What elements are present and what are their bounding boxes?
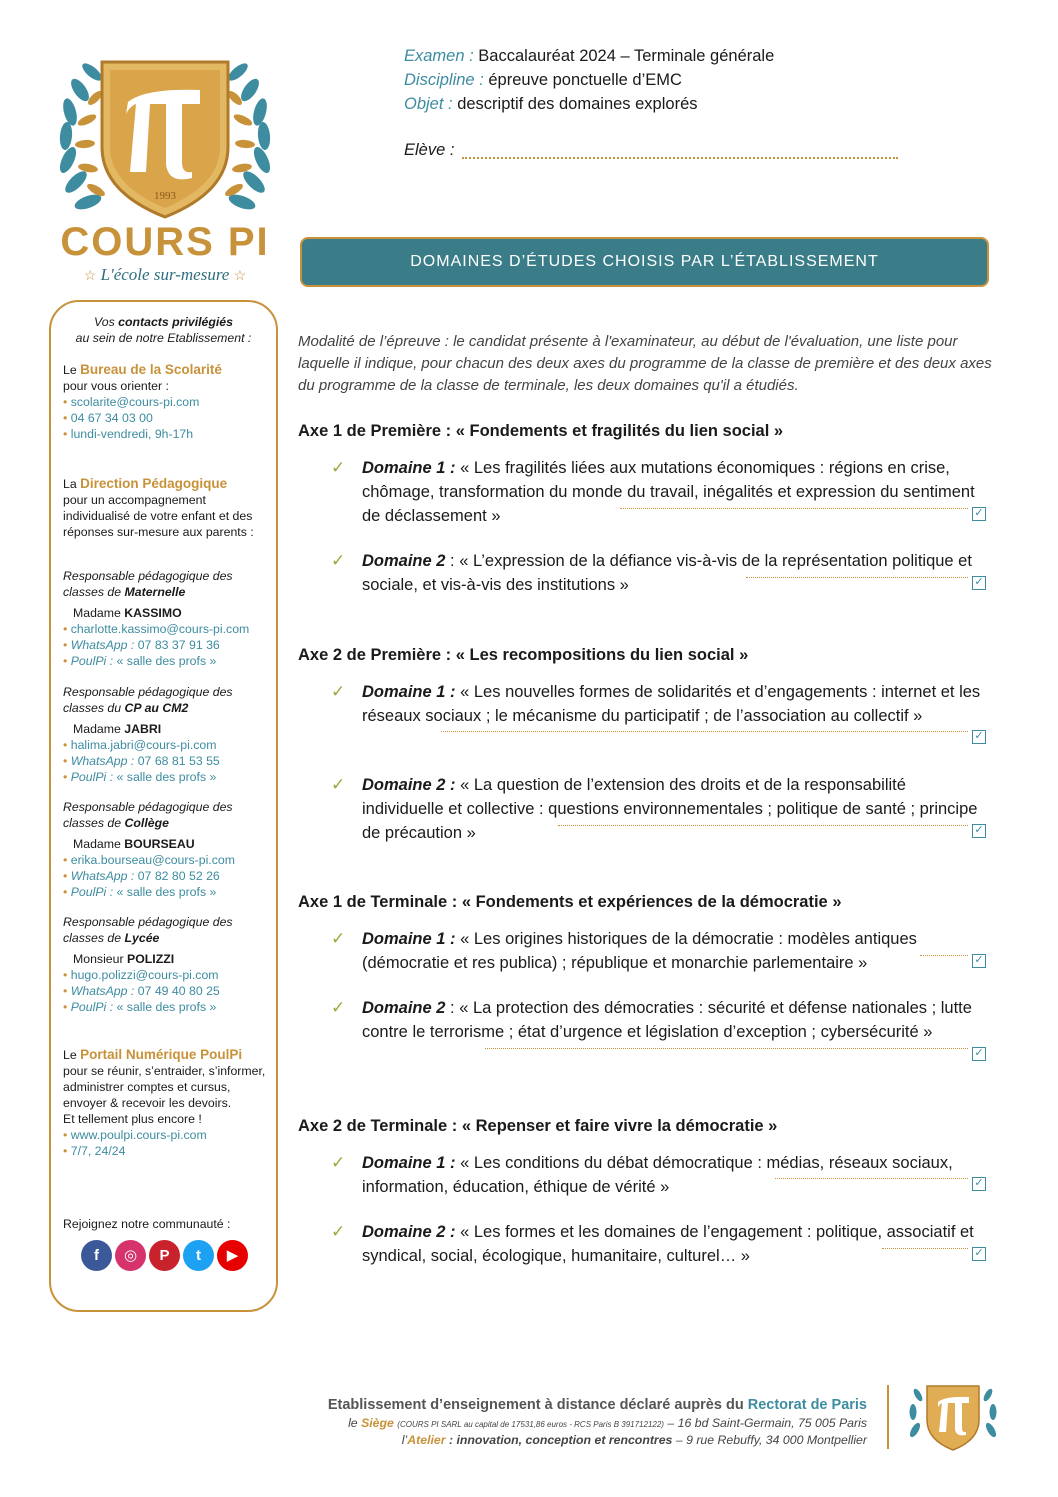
domain-item: ✓ Domaine 2 : « L’expression de la défiance vis-à-vis de la représentation politique et sociale, et vis-à-vis des institutions » xyxy=(331,551,972,594)
email-link[interactable]: hugo.polizzi@cours-pi.com xyxy=(70,968,219,982)
checkbox-checked-icon[interactable]: ✓ xyxy=(972,954,986,968)
community-label: Rejoignez notre communauté : xyxy=(63,1217,231,1231)
dotted-leader xyxy=(485,1048,968,1049)
checkbox-checked-icon[interactable]: ✓ xyxy=(972,1177,986,1191)
contact-cp-cm2: Responsable pédagogique des classes du CP au CM2 Madame JABRI • halima.jabri@cours-pi.com • WhatsApp : 07 68 81 53 55 • PoulPi : « salle des profs » xyxy=(63,685,233,784)
checkbox-checked-icon[interactable]: ✓ xyxy=(972,1247,986,1261)
checkmark-icon: ✓ xyxy=(331,775,346,794)
checkmark-icon: ✓ xyxy=(331,551,346,570)
laurel-shield-icon xyxy=(50,52,280,222)
phone-number[interactable]: 07 68 81 53 55 xyxy=(137,754,220,768)
exam-header: Examen : Baccalauréat 2024 – Terminale générale Discipline : épreuve ponctuelle d’EMC Objet : descriptif des domaines explorés xyxy=(404,47,775,113)
checkmark-icon: ✓ xyxy=(331,1222,346,1241)
checkbox-checked-icon[interactable]: ✓ xyxy=(972,824,986,838)
checkmark-icon: ✓ xyxy=(331,1153,346,1172)
phone-number[interactable]: 07 83 37 91 36 xyxy=(137,638,220,652)
phone-number[interactable]: 07 82 80 52 26 xyxy=(137,869,220,883)
cours-pi-logo xyxy=(50,52,280,287)
brand-tagline: ☆ L'école sur-mesure ☆ xyxy=(83,265,247,284)
dotted-leader xyxy=(558,825,968,826)
domain-item: ✓ Domaine 2 : « La protection des démocraties : sécurité et défense nationales ; lutte contre le terrorisme ; état d’urgence et législation d’exception ; cybersécurité » xyxy=(331,998,972,1041)
domain-item: ✓ Domaine 2 : « Les formes et les domaines de l’engagement : politique, associatif et syndical, social, écologique, humanitaire, culturel… » xyxy=(331,1222,974,1265)
instagram-icon[interactable]: ◎ xyxy=(115,1240,146,1271)
brand-name: COURS PI xyxy=(60,220,270,264)
checkmark-icon: ✓ xyxy=(331,998,346,1017)
footer-logo-icon xyxy=(905,1380,1001,1457)
sidebar-intro: Vos contacts privilégiés au sein de notre Etablissement : xyxy=(75,315,252,345)
email-link[interactable]: charlotte.kassimo@cours-pi.com xyxy=(70,622,250,636)
contacts-sidebar xyxy=(49,300,278,1312)
youtube-icon[interactable]: ▶ xyxy=(217,1240,248,1271)
dotted-leader xyxy=(746,577,968,578)
domain-item: ✓ Domaine 2 : « La question de l’extension des droits et de la responsabilité individuelle et collective : questions environnementales ; politique de santé ; principe de précaution » xyxy=(331,775,978,842)
checkbox-checked-icon[interactable]: ✓ xyxy=(972,730,986,744)
domain-item: ✓ Domaine 1 : « Les conditions du débat démocratique : médias, réseaux sociaux, information, éducation, éthique de vérité » xyxy=(331,1153,953,1196)
axe-title: Axe 1 de Terminale : « Fondements et expériences de la démocratie » xyxy=(298,893,842,911)
dotted-leader xyxy=(441,731,968,732)
direction-block: La Direction Pédagogique pour un accompagnement individualisé de votre enfant et des réponses sur-mesure aux parents : xyxy=(63,476,254,539)
email-link[interactable]: erika.bourseau@cours-pi.com xyxy=(70,853,235,867)
domain-item: ✓ Domaine 1 : « Les nouvelles formes de solidarités et d’engagements : internet et les réseaux sociaux ; le mécanisme du participatif ; de l’association au collectif » xyxy=(331,682,981,725)
page-footer: Etablissement d’enseignement à distance déclaré auprès du Rectorat de Paris le Siège (COURS PI SARL au capital de 17531,86 euros - RCS Paris B 391712122) – 16 bd Saint-Germain, 75 005 Paris l’Atelier : innovation, conception et rencontres – 9 rue Rebuffy, 34 000 Montpellier xyxy=(327,1397,867,1447)
checkbox-checked-icon[interactable]: ✓ xyxy=(972,507,986,521)
student-name-field[interactable] xyxy=(462,157,898,159)
dotted-leader xyxy=(620,508,968,509)
email-link[interactable]: halima.jabri@cours-pi.com xyxy=(70,738,217,752)
star-icon: ☆ xyxy=(83,269,97,284)
axe-title: Axe 2 de Première : « Les recompositions du lien social » xyxy=(298,646,749,664)
twitter-icon[interactable]: t xyxy=(183,1240,214,1271)
checkbox-checked-icon[interactable]: ✓ xyxy=(972,1047,986,1061)
checkmark-icon: ✓ xyxy=(331,682,346,701)
svg-text:1993: 1993 xyxy=(154,190,176,202)
domain-item: ✓ Domaine 1 : « Les fragilités liées aux mutations économiques : régions en crise, chômage, transformation du monde du travail, inégalités et expression du sentiment de déclassement » xyxy=(331,458,975,525)
phone-number[interactable]: 04 67 34 03 00 xyxy=(70,411,153,425)
checkbox-checked-icon[interactable]: ✓ xyxy=(972,576,986,590)
scolarite-block: Le Bureau de la Scolarité pour vous orienter : • scolarite@cours-pi.com • 04 67 34 03 00 • lundi-vendredi, 9h-17h xyxy=(63,362,222,441)
social-icons xyxy=(81,1240,251,1272)
email-link[interactable]: scolarite@cours-pi.com xyxy=(70,395,200,409)
contact-lycee: Responsable pédagogique des classes de Lycée Monsieur POLIZZI • hugo.polizzi@cours-pi.com • WhatsApp : 07 49 40 80 25 • PoulPi : « salle des profs » xyxy=(63,915,233,1014)
axe-title: Axe 2 de Terminale : « Repenser et faire vivre la démocratie » xyxy=(298,1117,778,1135)
facebook-icon[interactable]: f xyxy=(81,1240,112,1271)
website-link[interactable]: www.poulpi.cours-pi.com xyxy=(70,1128,207,1142)
dotted-leader xyxy=(882,1248,968,1249)
phone-number[interactable]: 07 49 40 80 25 xyxy=(137,984,220,998)
section-banner: DOMAINES D’ÉTUDES CHOISIS PAR L’ÉTABLISSEMENT xyxy=(300,237,989,287)
axe-title: Axe 1 de Première : « Fondements et fragilités du lien social » xyxy=(298,422,784,440)
footer-divider xyxy=(887,1385,889,1449)
pinterest-icon[interactable]: P xyxy=(149,1240,180,1271)
dotted-leader xyxy=(775,1178,968,1179)
student-label: Elève : xyxy=(404,141,455,159)
dotted-leader xyxy=(920,955,968,956)
domain-item: ✓ Domaine 1 : « Les origines historiques de la démocratie : modèles antiques (démocratie et res publica) ; république et monarchie parlementaire » xyxy=(331,929,917,972)
checkmark-icon: ✓ xyxy=(331,458,346,477)
contact-maternelle: Responsable pédagogique des classes de Maternelle Madame KASSIMO • charlotte.kassimo@cours-pi.com • WhatsApp : 07 83 37 91 36 • PoulPi : « salle des profs » xyxy=(63,569,250,668)
checkmark-icon: ✓ xyxy=(331,929,346,948)
contact-college: Responsable pédagogique des classes de Collège Madame BOURSEAU • erika.bourseau@cours-pi.com • WhatsApp : 07 82 80 52 26 • PoulPi : « salle des profs » xyxy=(63,800,235,899)
portail-block: Le Portail Numérique PoulPi pour se réunir, s’entraider, s’informer, administrer comptes et cursus, envoyer & recevoir les devoirs. Et tellement plus encore ! • www.poulpi.cours-pi.com • 7/7, 24/24 xyxy=(63,1047,266,1158)
modalite-text: Modalité de l’épreuve : le candidat présente à l'examinateur, au début de l'évaluation, une liste pour laquelle il indique, pour chacun des deux axes du programme de la classe de première et des deux axes du programme de la classe de terminale, les deux domaines qu'il a étudiés. xyxy=(298,333,992,394)
star-icon: ☆ xyxy=(233,269,247,284)
